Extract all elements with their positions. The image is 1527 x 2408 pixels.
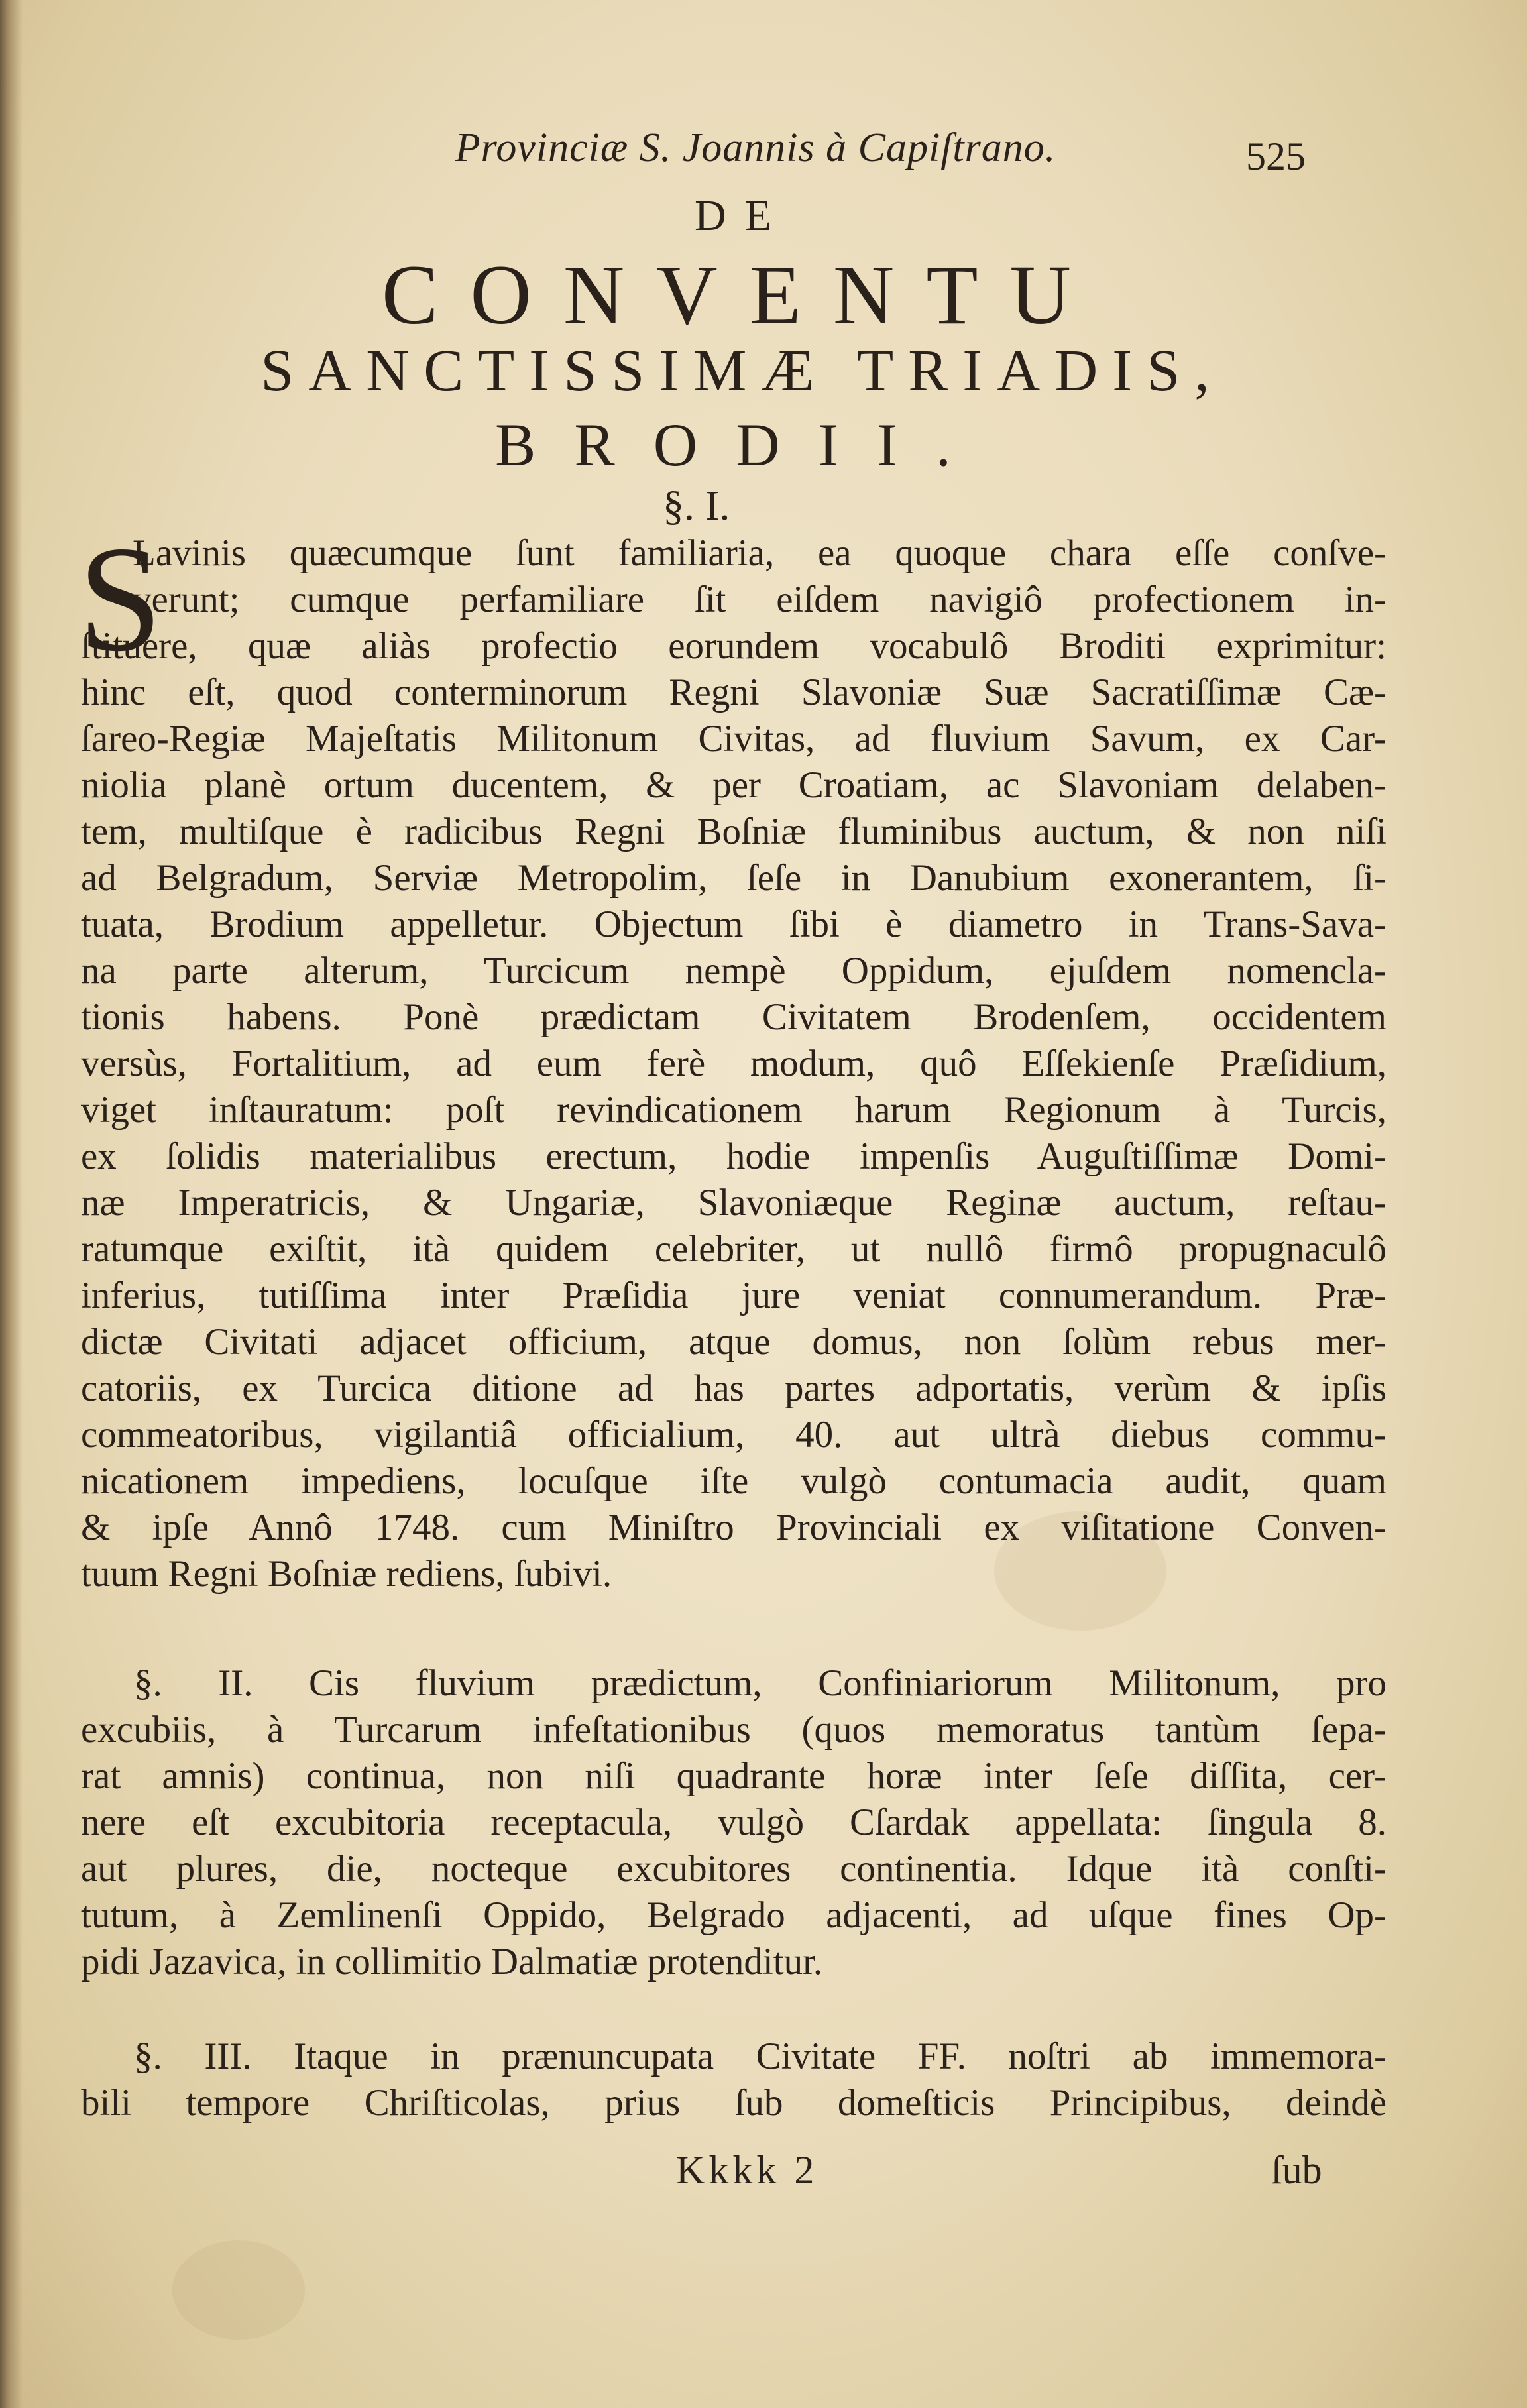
title-sanctissimae-triadis: SANCTISSIMÆ TRIADIS,: [260, 338, 1224, 404]
text-line: viget inſtauratum: poſt revindicationem harum Regionum à Turcis,: [81, 1089, 1386, 1131]
text-line: nere eſt excubitoria receptacula, vulgò Cſardak appellata: ſingula 8.: [81, 1802, 1386, 1843]
text-line: niolia planè ortum ducentem, & per Croatiam, ac Slavoniam delaben-: [81, 764, 1386, 806]
drop-cap: S: [78, 516, 162, 683]
text-line: tuata, Brodium appelletur. Objectum ſibi è diametro in Trans-Sava-: [81, 903, 1386, 945]
text-line: aut plures, die, nocteque excubitores continentia. Idque ità conſti-: [81, 1848, 1386, 1890]
text-line: verunt; cumque perfamiliare ſit eiſdem navigiô profectionem in-: [133, 579, 1386, 620]
section-1-mark: §. I.: [663, 482, 730, 529]
text-line: §. III. Itaque in prænuncupata Civitate FF. noſtri ab immemora-: [134, 2035, 1386, 2077]
text-line: catoriis, ex Turcica ditione ad has partes adportatis, verùm & ipſis: [81, 1367, 1386, 1409]
paragraph-1: [81, 530, 1386, 1597]
text-line: tutum, à Zemlinenſi Oppido, Belgrado adjacenti, ad uſque fines Op-: [81, 1894, 1386, 1936]
text-line: Lavinis quæcumque ſunt familiaria, ea quoque chara eſſe conſve-: [133, 532, 1386, 574]
signature-mark: Kkkk 2: [676, 2148, 819, 2192]
text-line: & ipſe Annô 1748. cum Miniſtro Provinciali ex viſitatione Conven-: [81, 1507, 1386, 1548]
page-number: 525: [1246, 135, 1306, 178]
text-line: dictæ Civitati adjacet officium, atque domus, non ſolùm rebus mer-: [81, 1321, 1386, 1363]
page-gutter-shadow: [0, 0, 23, 2408]
text-line: rat amnis) continua, non niſi quadrante horæ inter ſeſe diſſita, cer-: [81, 1755, 1386, 1797]
text-line: commeatoribus, vigilantiâ officialium, 40. aut ultrà diebus commu-: [81, 1414, 1386, 1456]
text-line: pidi Jazavica, in collimitio Dalmatiæ protenditur.: [81, 1941, 823, 1982]
catchword: ſub: [1271, 2148, 1322, 2192]
text-line: ſtituere, quæ aliàs profectio eorundem vocabulô Broditi exprimitur:: [81, 625, 1386, 667]
text-line: excubiis, à Turcarum infeſtationibus (quos memoratus tantùm ſepa-: [81, 1709, 1386, 1750]
running-head: Provinciæ S. Joannis à Capiſtrano.: [455, 125, 1056, 170]
text-line: §. II. Cis fluvium prædictum, Confiniariorum Militonum, pro: [134, 1662, 1386, 1704]
text-line: næ Imperatricis, & Ungariæ, Slavoniæque Reginæ auctum, reſtau-: [81, 1182, 1386, 1224]
text-line: ſareo-Regiæ Majeſtatis Militonum Civitas, ad fluvium Savum, ex Car-: [81, 718, 1386, 760]
text-line: tuum Regni Boſniæ rediens, ſubivi.: [81, 1553, 612, 1595]
text-line: na parte alterum, Turcicum nempè Oppidum, ejuſdem nomencla-: [81, 950, 1386, 992]
text-line: bili tempore Chriſticolas, prius ſub domeſticis Principibus, deindè: [81, 2082, 1386, 2124]
text-line: versùs, Fortalitium, ad eum ferè modum, quô Eſſekienſe Præſidium,: [81, 1043, 1386, 1084]
text-line: tionis habens. Ponè prædictam Civitatem Brodenſem, occidentem: [81, 996, 1386, 1038]
text-line: ratumque exiſtit, ità quidem celebriter, ut nullô firmô propugnaculô: [81, 1228, 1386, 1270]
title-conventu: CONVENTU: [382, 248, 1103, 342]
text-line: inferius, tutiſſima inter Præſidia jure veniat connumerandum. Præ-: [81, 1275, 1386, 1316]
paper-stain: [172, 2240, 305, 2340]
paragraph-3: [81, 2034, 1386, 2126]
paragraph-2: [81, 1660, 1386, 1985]
title-de: DE: [695, 192, 790, 240]
text-line: ex ſolidis materialibus erectum, hodie impenſis Auguſtiſſimæ Domi-: [81, 1135, 1386, 1177]
text-line: hinc eſt, quod conterminorum Regni Slavoniæ Suæ Sacratiſſimæ Cæ-: [81, 671, 1386, 713]
text-line: ad Belgradum, Serviæ Metropolim, ſeſe in Danubium exonerantem, ſi-: [81, 857, 1386, 899]
text-line: nicationem impediens, locuſque iſte vulgò contumacia audit, quam: [81, 1460, 1386, 1502]
text-line: tem, multiſque è radicibus Regni Boſniæ fluminibus auctum, & non niſi: [81, 811, 1386, 852]
title-brodii: BRODII.: [495, 411, 990, 479]
